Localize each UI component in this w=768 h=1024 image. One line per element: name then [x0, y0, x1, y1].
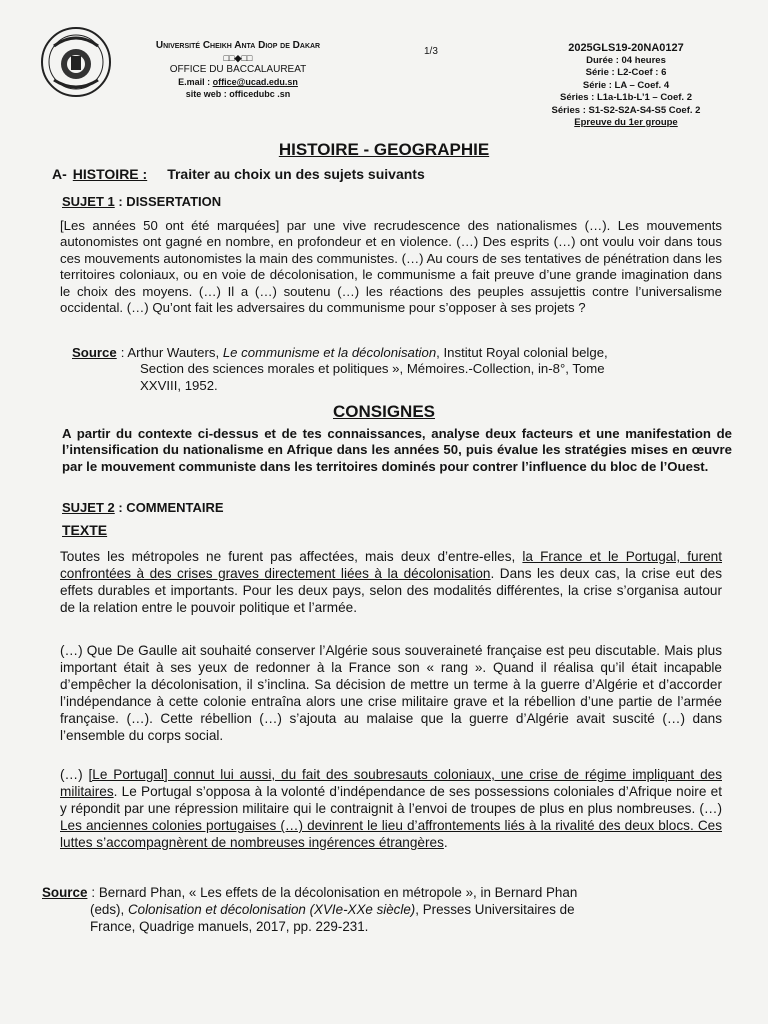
site-line: site web : officedubc .sn: [185, 89, 291, 99]
sujet2-source: Source : Bernard Phan, « Les effets de la décolonisation en métropole », in Bernard Phan (eds), Colonisation et décolonisation (XVIe-XXe siècle), Presses Universitaires de France, Quadrige manuels, 2017, pp. 229-231.: [42, 885, 578, 934]
epreuve-groupe: Epreuve du 1er groupe: [574, 117, 678, 128]
page-number: 1/3: [424, 46, 438, 57]
exam-code: 2025GLS19-20NA0127: [568, 42, 684, 54]
section-a-heading: A- HISTOIRE : Traiter au choix un des sujets suivants: [52, 166, 425, 182]
serie-s: Séries : S1-S2-S2A-S4-S5 Coef. 2: [551, 104, 701, 116]
serie-l1: Séries : L1a-L1b-L’1 – Coef. 2: [560, 92, 692, 103]
sujet2-paragraph-2: (…) Que De Gaulle ait souhaité conserver l’Algérie sous souveraineté française est peu discutable. Mais plus important était à ses yeux de redonner à la France son « rang ». Quand il réalisa qu’il était incapable d’empêcher la décolonisation, il s’inclina. Sa décision de mettre un terme à la guerre d’Algérie et d’accorder l’indépendance à cette colonie entraîna alors une crise militaire grave et la rébellion d’une partie de l’armée française. (…). Cette rébellion (…) s’ajouta au malaise que la guerre d’Algérie avait suscité (…) dans l’ensemble du corps social.: [60, 643, 722, 743]
sujet1-heading: SUJET 1 : DISSERTATION: [62, 194, 222, 209]
serie-la: Série : LA – Coef. 4: [582, 79, 670, 91]
email-line: E.mail : office@ucad.edu.sn: [178, 77, 298, 87]
exam-duration: Durée : 04 heures: [586, 54, 666, 66]
consignes-heading: CONSIGNES: [332, 402, 436, 421]
texte-heading: TEXTE: [62, 522, 108, 538]
sujet2-paragraph-3: (…) [Le Portugal] connut lui aussi, du fait des soubresauts coloniaux, une crise de régime impliquant des militaires. Le Portugal s’opposa à la volonté d’indépendance de ses possessions coloniales d’Afrique noire et y répondit par une répression militaire qui le contraignit à l’envoi de troupes de plus en plus nombreuses. (…) Les anciennes colonies portugaises (…) devinrent le lieu d’affrontements liés à la rivalité des deux blocs. Ces luttes s’accompagnèrent de nombreuses ingérences étrangères.: [60, 767, 722, 850]
sujet1-source: Source : Arthur Wauters, Le communisme et la décolonisation, Institut Royal colonial belge, Section des sciences morales et politiques », Mémoires.-Collection, in-8°, Tome XXVIII, 1952.: [72, 345, 608, 393]
serie-l2: Série : L2-Coef : 6: [585, 67, 667, 78]
header-symbols: □□◆□□: [223, 53, 253, 63]
sujet2-paragraph-1: Toutes les métropoles ne furent pas affectées, mais deux d’entre-elles, la France et le Portugal, furent confrontées à des crises graves directement liées à la décolonisation. Dans les deux cas, la crise eut des effets durables et importants. Pour les deux pays, selon des modalités différentes, la crise s’organisa autour de la relation entre le pouvoir politique et l’armée.: [60, 549, 722, 615]
university-name: Université Cheikh Anta Diop de Dakar: [155, 40, 321, 51]
university-header: [128, 40, 348, 100]
exam-meta: [536, 42, 716, 130]
office-name: OFFICE DU BACCALAUREAT: [169, 64, 307, 75]
page-title: HISTOIRE - GEOGRAPHIE: [278, 140, 490, 159]
university-seal-icon: [40, 26, 112, 98]
sujet2-heading: SUJET 2 : COMMENTAIRE: [62, 500, 224, 515]
sujet1-text: [Les années 50 ont été marquées] par une vive recrudescence des nationalismes (…). Les mouvements autonomistes ont gagné en nombre, en profondeur et en violence. (…) Des esprits (…) ont voulu voir dans tous ces mouvements autonomistes la main des communistes. (…) Au cours de ses tentatives de pénétration dans les territoires coloniaux, ou en voie de décolonisation, le communisme a fait preuve d’une grande imagination dans le choix des moyens. (…) Il a (…) soutenu (…) les réactions des peuples assujettis contre l’universalisme occidental. (…) Qu’ont fait les adversaires du communisme pour s’opposer à ses projets ?: [60, 218, 722, 316]
email-link[interactable]: office@ucad.edu.sn: [212, 77, 298, 87]
site-link[interactable]: officedubc .sn: [229, 89, 291, 99]
consignes-text: A partir du contexte ci-dessus et de tes connaissances, analyse deux facteurs et une manifestation de l’intensification du nationalisme en Afrique dans les années 50, puis évalue les stratégies mises en œuvre par le mouvement communiste dans les territoires dominés pour contrer l’influence du bloc de l’Ouest.: [62, 426, 732, 474]
